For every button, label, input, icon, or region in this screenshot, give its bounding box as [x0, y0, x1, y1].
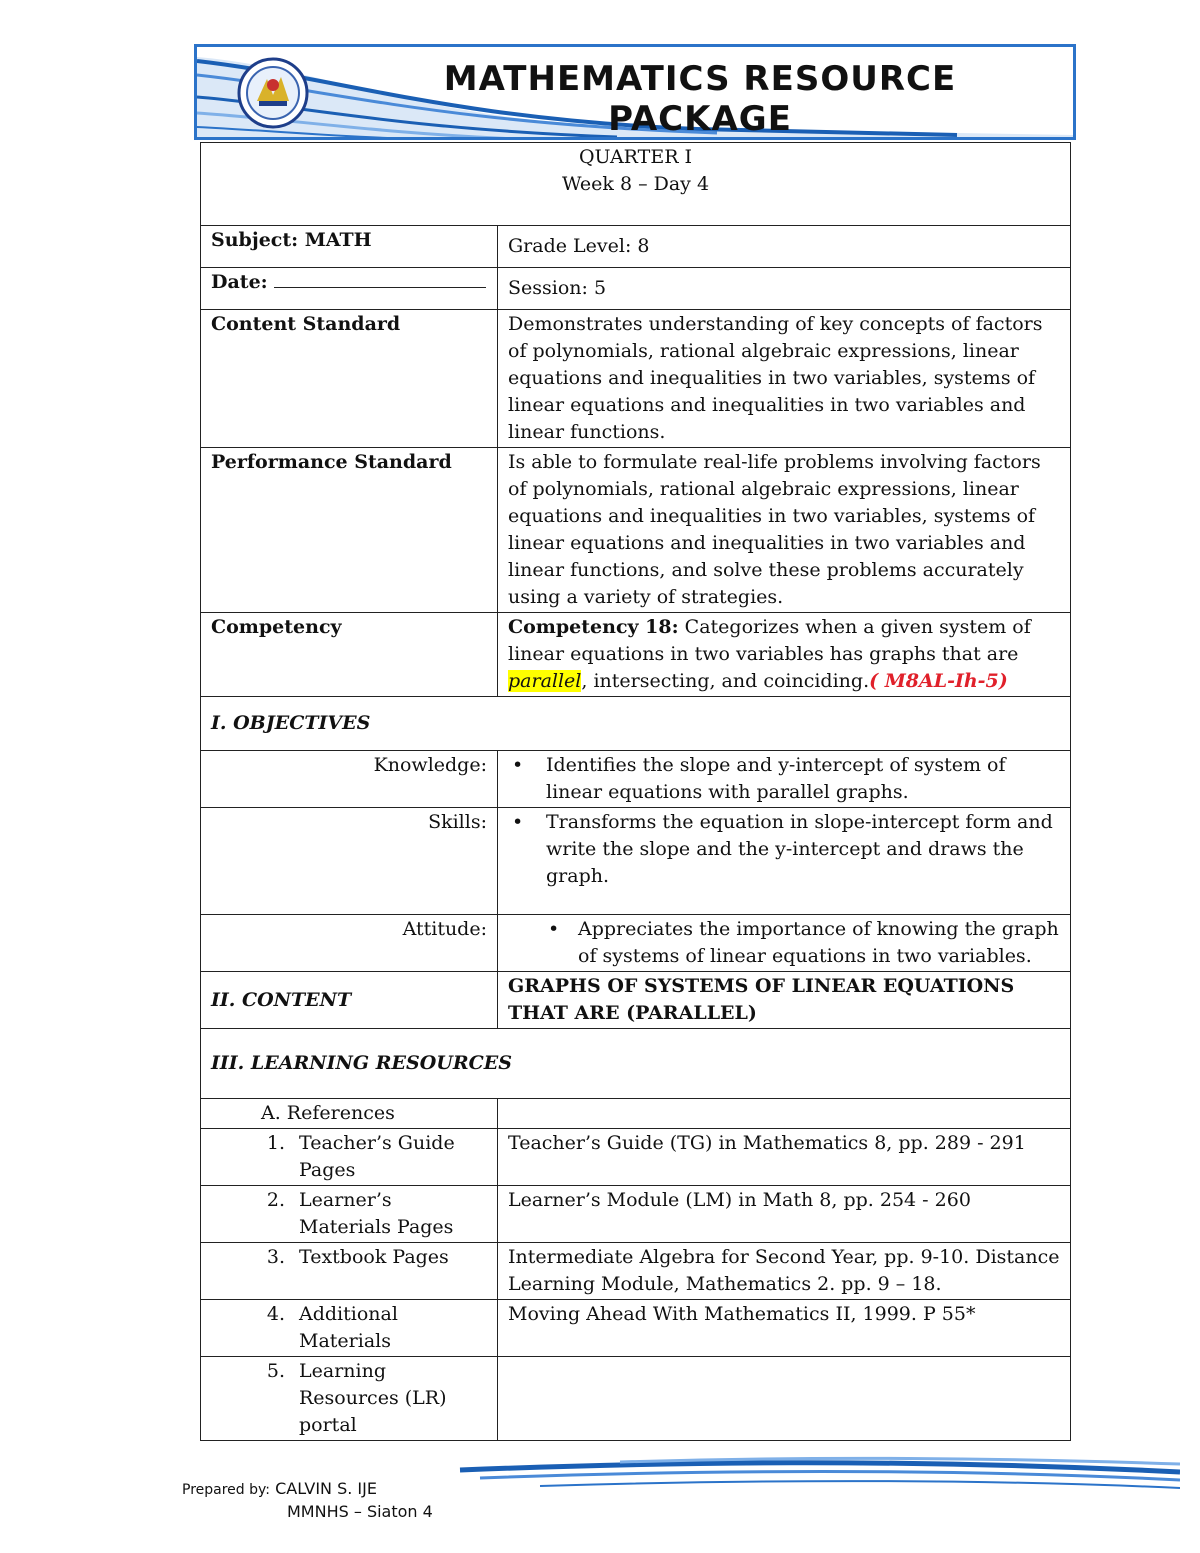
prepared-by-label: Prepared by:: [182, 1482, 270, 1498]
attitude-label: Attitude:: [201, 915, 498, 972]
preparer-name: CALVIN S. IJE: [275, 1479, 377, 1498]
knowledge-cell: [498, 751, 1071, 808]
skills-label: Skills:: [201, 808, 498, 915]
school-name: MMNHS – Siaton 4: [287, 1502, 433, 1521]
footer: [182, 1478, 433, 1523]
quarter-label: QUARTER I: [578, 146, 693, 168]
objectives-heading: I. OBJECTIVES: [201, 697, 1071, 751]
ref-4-label: Additional Materials: [299, 1303, 398, 1352]
knowledge-text: Identifies the slope and y-intercept of system of linear equations with parallel graphs.: [546, 754, 1006, 803]
deped-seal-logo: [237, 55, 309, 131]
ref-1-label: Teacher’s Guide Pages: [299, 1132, 455, 1181]
ref-5-label-cell: [201, 1357, 498, 1441]
attitude-cell: [498, 915, 1071, 972]
competency-number: Competency 18:: [508, 616, 679, 638]
learning-resources-heading: III. LEARNING RESOURCES: [201, 1029, 1071, 1099]
content-standard-label: Content Standard: [201, 310, 498, 448]
competency-label: Competency: [201, 613, 498, 697]
week-day-label: Week 8 – Day 4: [561, 173, 710, 195]
ref-4-label-cell: [201, 1300, 498, 1357]
attitude-text: Appreciates the importance of knowing the graph of systems of linear equations in two variables.: [578, 918, 1059, 967]
page-title: MATHEMATICS RESOURCE PACKAGE: [443, 59, 957, 139]
knowledge-label: Knowledge:: [201, 751, 498, 808]
bullet-icon: •: [548, 918, 560, 940]
ref-5-label: Learning Resources (LR) portal: [299, 1360, 447, 1436]
ref-1-value: Teacher’s Guide (TG) in Mathematics 8, pp. 289 - 291: [498, 1129, 1071, 1186]
header-banner: [194, 44, 1076, 140]
date-label: Date:: [211, 271, 268, 293]
date-cell: [201, 268, 498, 310]
ref-3-value: Intermediate Algebra for Second Year, pp. 9-10. Distance Learning Module, Mathematics 2. pp. 9 – 18.: [498, 1243, 1071, 1300]
bullet-icon: •: [512, 811, 524, 833]
ref-3-number: 3.: [266, 1246, 285, 1268]
competency-code: ( M8AL-Ih-5): [869, 670, 1008, 692]
competency-text: [498, 613, 1071, 697]
performance-standard-label: Performance Standard: [201, 448, 498, 613]
content-text: GRAPHS OF SYSTEMS OF LINEAR EQUATIONS THAT ARE (PARALLEL): [498, 972, 1071, 1029]
content-heading: II. CONTENT: [201, 972, 498, 1029]
skills-cell: [498, 808, 1071, 915]
subject-label: Subject: MATH: [201, 226, 498, 268]
ref-2-number: 2.: [266, 1189, 285, 1211]
ref-2-label: Learner’s Materials Pages: [299, 1189, 454, 1238]
content-standard-text: Demonstrates understanding of key concepts of factors of polynomials, rational algebraic expressions, linear equations and inequalities in two variables, systems of linear equations and inequalities in two variables and linear functions.: [498, 310, 1071, 448]
ref-1-label-cell: [201, 1129, 498, 1186]
skills-text: Transforms the equation in slope-intercept form and write the slope and the y-intercept and draws the graph.: [546, 811, 1053, 887]
ref-4-value: Moving Ahead With Mathematics II, 1999. P 55*: [498, 1300, 1071, 1357]
bullet-icon: •: [512, 754, 524, 776]
competency-text-part1: Categorizes when a given system of linear equations in two variables has graphs that are: [508, 616, 1031, 665]
ref-1-number: 1.: [266, 1132, 285, 1154]
parallel-highlight: parallel: [508, 670, 582, 692]
references-empty-cell: [498, 1099, 1071, 1129]
performance-standard-text: Is able to formulate real-life problems involving factors of polynomials, rational algebraic expressions, linear equations and inequalities in two variables, systems of linear equations and inequalities in two variables and linear functions, and solve these problems accurately using a variety of strategies.: [498, 448, 1071, 613]
ref-5-number: 5.: [266, 1360, 285, 1382]
ref-5-value: [498, 1357, 1071, 1441]
ref-3-label-cell: [201, 1243, 498, 1300]
ref-2-label-cell: [201, 1186, 498, 1243]
ref-3-label: Textbook Pages: [299, 1246, 449, 1268]
grade-level: Grade Level: 8: [498, 226, 1071, 268]
references-label: A. References: [201, 1099, 498, 1129]
ref-2-value: Learner’s Module (LM) in Math 8, pp. 254 - 260: [498, 1186, 1071, 1243]
quarter-header-cell: [201, 143, 1071, 226]
competency-text-part2: , intersecting, and coinciding.: [581, 670, 870, 692]
ref-4-number: 4.: [266, 1303, 285, 1325]
session: Session: 5: [498, 268, 1071, 310]
lesson-plan-table: [200, 142, 1071, 1441]
date-blank-line: [274, 269, 486, 288]
